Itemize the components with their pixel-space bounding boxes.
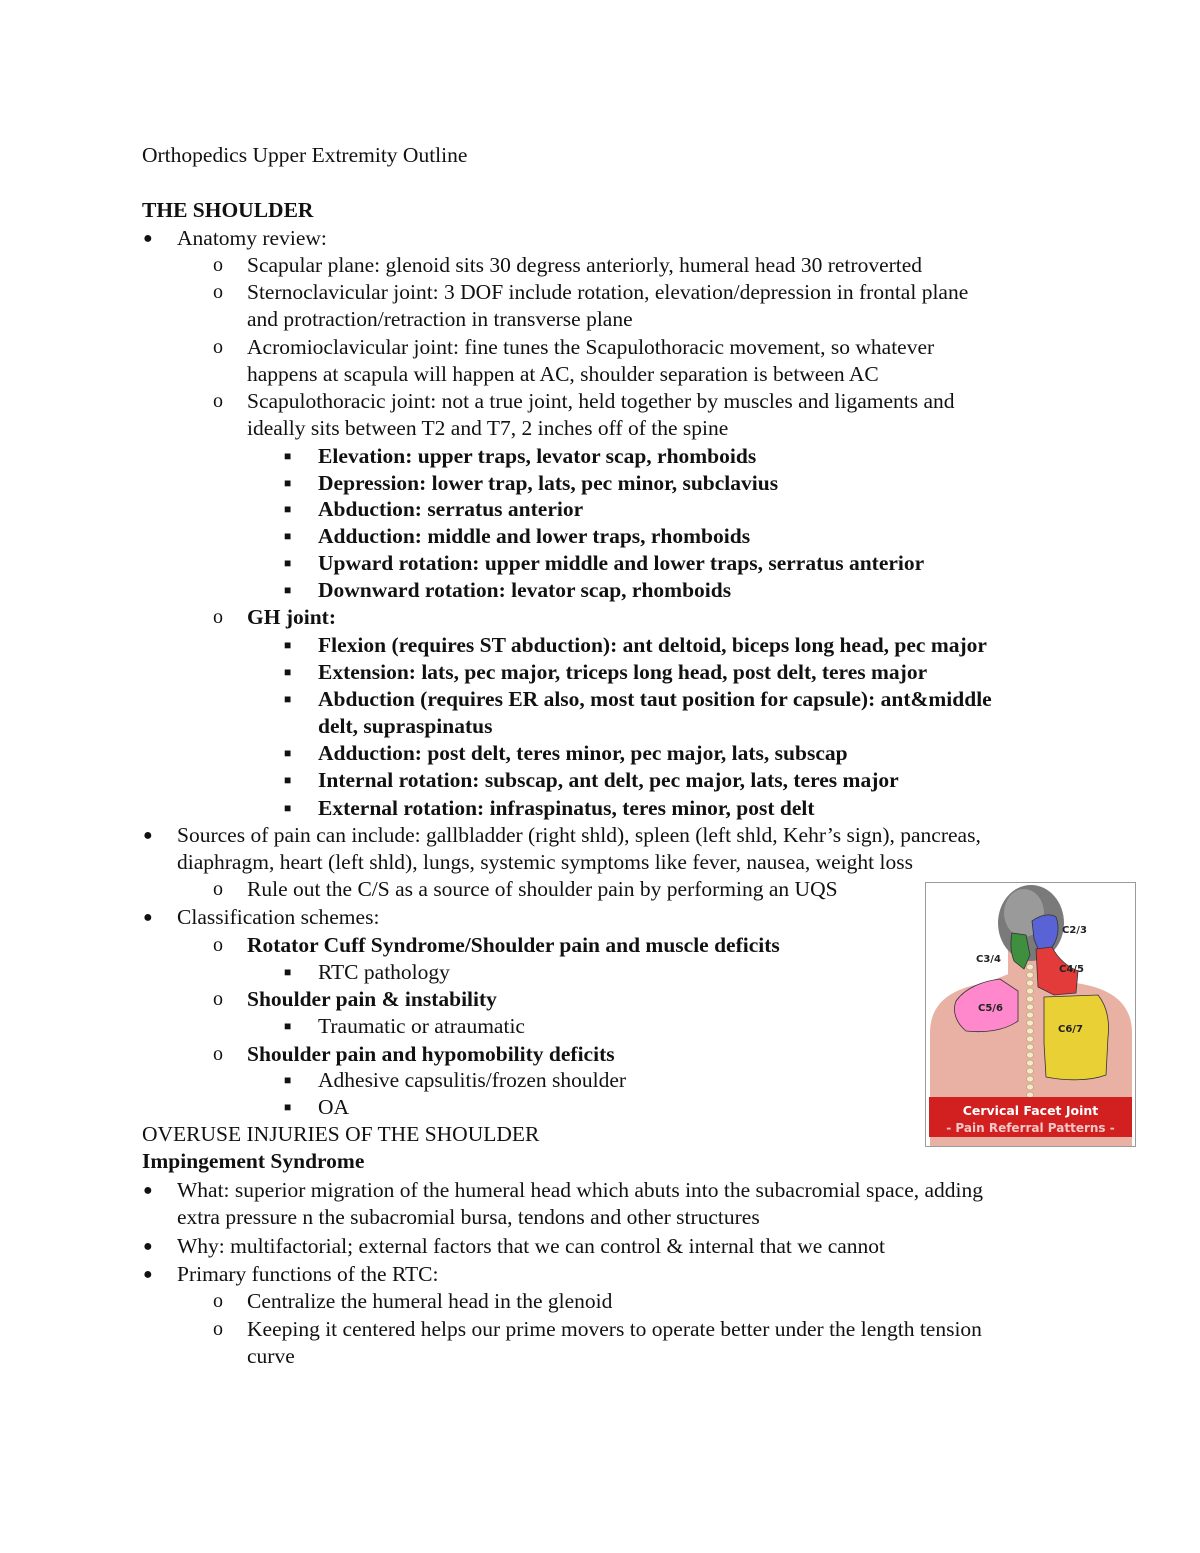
bullet-circle-icon: o <box>213 878 223 900</box>
referral-diagram <box>926 883 1135 1146</box>
st-upward-rotation: Upward rotation: upper middle and lower traps, serratus anterior <box>318 551 925 575</box>
label-c67: C6/7 <box>1058 1024 1083 1035</box>
bullet-disc-icon: ● <box>143 1238 153 1255</box>
bullet-disc-icon: ● <box>143 1266 153 1283</box>
bullet-disc-icon: ● <box>143 230 153 247</box>
section-heading-overuse: OVERUSE INJURIES OF THE SHOULDER <box>142 1122 540 1146</box>
st-abduction: Abduction: serratus anterior <box>318 497 584 521</box>
gh-extension: Extension: lats, pec major, triceps long head, post delt, teres major <box>318 660 928 684</box>
bullet-square-icon: ■ <box>284 476 292 490</box>
why-line: Why: multifactorial; external factors that we can control & internal that we cannot <box>177 1234 886 1258</box>
sternoclavicular-line-1: Sternoclavicular joint: 3 DOF include rotation, elevation/depression in frontal plane <box>247 280 969 304</box>
sternoclavicular-line-2: and protraction/retraction in transverse plane <box>247 307 633 331</box>
spine-vertebrae <box>1027 964 1034 1098</box>
bullet-circle-icon: o <box>213 1043 223 1065</box>
bullet-square-icon: ■ <box>284 746 292 760</box>
st-elevation: Elevation: upper traps, levator scap, rhomboids <box>318 444 757 468</box>
bullet-circle-icon: o <box>213 988 223 1010</box>
class-hypomobility-sub-1: Adhesive capsulitis/frozen shoulder <box>318 1068 627 1092</box>
gh-internal-rotation: Internal rotation: subscap, ant delt, pec major, lats, teres major <box>318 768 899 792</box>
class-instability: Shoulder pain & instability <box>247 987 497 1011</box>
bullet-circle-icon: o <box>213 934 223 956</box>
scapular-plane: Scapular plane: glenoid sits 30 degress anteriorly, humeral head 30 retroverted <box>247 253 923 277</box>
bullet-square-icon: ■ <box>284 556 292 570</box>
st-depression: Depression: lower trap, lats, pec minor, subclavius <box>318 471 779 495</box>
gh-external-rotation: External rotation: infraspinatus, teres minor, post delt <box>318 796 815 820</box>
bullet-square-icon: ■ <box>284 638 292 652</box>
acromioclavicular-line-1: Acromioclavicular joint: fine tunes the Scapulothoracic movement, so whatever <box>247 335 935 359</box>
what-line-2: extra pressure n the subacromial bursa, tendons and other structures <box>177 1205 760 1229</box>
bullet-disc-icon: ● <box>143 909 153 926</box>
class-instability-sub: Traumatic or atraumatic <box>318 1014 525 1038</box>
centralize-line: Centralize the humeral head in the glenoid <box>247 1289 613 1313</box>
label-c34: C3/4 <box>976 954 1001 965</box>
bullet-square-icon: ■ <box>284 1019 292 1033</box>
st-downward-rotation: Downward rotation: levator scap, rhomboids <box>318 578 732 602</box>
keeping-line-2: curve <box>247 1344 295 1368</box>
bullet-circle-icon: o <box>213 336 223 358</box>
bullet-circle-icon: o <box>213 281 223 303</box>
rule-out-cs: Rule out the C/S as a source of shoulder pain by performing an UQS <box>247 877 838 901</box>
keeping-line-1: Keeping it centered helps our prime movers to operate better under the length tension <box>247 1317 982 1341</box>
bullet-square-icon: ■ <box>284 502 292 516</box>
bullet-square-icon: ■ <box>284 449 292 463</box>
bullet-circle-icon: o <box>213 1290 223 1312</box>
label-c23: C2/3 <box>1062 925 1087 936</box>
gh-abduction-line-1: Abduction (requires ER also, most taut position for capsule): ant&middle <box>318 687 992 711</box>
bullet-square-icon: ■ <box>284 529 292 543</box>
label-c56: C5/6 <box>978 1003 1003 1014</box>
pain-sources-line-2: diaphragm, heart (left shld), lungs, systemic symptoms like fever, nausea, weight loss <box>177 850 913 874</box>
bullet-circle-icon: o <box>213 606 223 628</box>
bullet-disc-icon: ● <box>143 1182 153 1199</box>
bullet-square-icon: ■ <box>284 773 292 787</box>
bullet-square-icon: ■ <box>284 665 292 679</box>
class-hypomobility-sub-2: OA <box>318 1095 350 1119</box>
region-c67 <box>1044 995 1109 1080</box>
bullet-square-icon: ■ <box>284 583 292 597</box>
bullet-square-icon: ■ <box>284 801 292 815</box>
cervical-facet-referral-figure <box>925 882 1136 1147</box>
bullet-circle-icon: o <box>213 1318 223 1340</box>
bullet-circle-icon: o <box>213 254 223 276</box>
what-line-1: What: superior migration of the humeral head which abuts into the subacromial space, adding <box>177 1178 984 1202</box>
class-rotator-cuff-sub: RTC pathology <box>318 960 450 984</box>
anatomy-review: Anatomy review: <box>177 226 327 250</box>
caption-subtitle: - Pain Referral Patterns - <box>946 1121 1115 1135</box>
gh-joint-heading: GH joint: <box>247 605 336 629</box>
bullet-square-icon: ■ <box>284 1100 292 1114</box>
bullet-circle-icon: o <box>213 390 223 412</box>
bullet-disc-icon: ● <box>143 827 153 844</box>
classification-schemes: Classification schemes: <box>177 905 380 929</box>
caption-title: Cervical Facet Joint <box>962 1103 1099 1118</box>
document-title: Orthopedics Upper Extremity Outline <box>142 143 468 167</box>
gh-adduction: Adduction: post delt, teres minor, pec major, lats, subscap <box>318 741 848 765</box>
label-c45: C4/5 <box>1059 964 1084 975</box>
pain-sources-line-1: Sources of pain can include: gallbladder (right shld), spleen (left shld, Kehr’s sign), pancreas, <box>177 823 981 847</box>
class-hypomobility: Shoulder pain and hypomobility deficits <box>247 1042 615 1066</box>
scapulothoracic-line-1: Scapulothoracic joint: not a true joint, held together by muscles and ligaments and <box>247 389 955 413</box>
bullet-square-icon: ■ <box>284 965 292 979</box>
class-rotator-cuff: Rotator Cuff Syndrome/Shoulder pain and muscle deficits <box>247 933 780 957</box>
bullet-square-icon: ■ <box>284 1073 292 1087</box>
gh-abduction-line-2: delt, supraspinatus <box>318 714 493 738</box>
acromioclavicular-line-2: happens at scapula will happen at AC, shoulder separation is between AC <box>247 362 879 386</box>
impingement-heading: Impingement Syndrome <box>142 1149 365 1173</box>
primary-functions: Primary functions of the RTC: <box>177 1262 439 1286</box>
bullet-square-icon: ■ <box>284 692 292 706</box>
region-c23 <box>1032 915 1058 949</box>
st-adduction: Adduction: middle and lower traps, rhomboids <box>318 524 751 548</box>
gh-flexion: Flexion (requires ST abduction): ant deltoid, biceps long head, pec major <box>318 633 987 657</box>
section-heading-shoulder: THE SHOULDER <box>142 198 314 222</box>
scapulothoracic-line-2: ideally sits between T2 and T7, 2 inches off of the spine <box>247 416 729 440</box>
